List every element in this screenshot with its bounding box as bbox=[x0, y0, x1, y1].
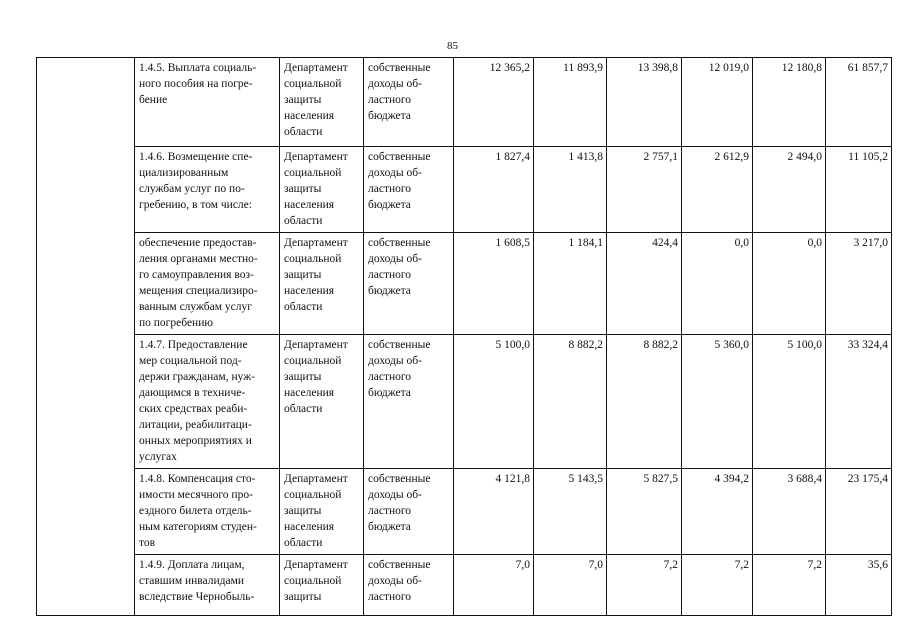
measure-name: обеспечение предостав- ления органами местно- го самоуправления воз- мещения специализиро- ванным службам услуг по погребению bbox=[139, 237, 258, 329]
funding-source-cell bbox=[364, 555, 454, 616]
department: Департамент социальной защиты населения области bbox=[284, 151, 348, 227]
measure-name-cell bbox=[135, 335, 280, 469]
measure-name: 1.4.5. Выплата социаль- ного пособия на погре- бение bbox=[139, 62, 257, 106]
department: Департамент социальной защиты населения области bbox=[284, 62, 348, 138]
funding-source-cell bbox=[364, 469, 454, 555]
funding-source-cell bbox=[364, 58, 454, 147]
table-row bbox=[37, 335, 892, 469]
table-row bbox=[37, 58, 892, 147]
value-cell: 4 121,8 bbox=[454, 469, 534, 555]
value-cell: 5 143,5 bbox=[534, 469, 607, 555]
value-cell: 2 612,9 bbox=[682, 147, 753, 233]
value-cell: 7,2 bbox=[607, 555, 682, 616]
department: Департамент социальной защиты bbox=[284, 559, 348, 603]
value-cell: 5 100,0 bbox=[753, 335, 826, 469]
table-row bbox=[37, 147, 892, 233]
value-cell: 2 494,0 bbox=[753, 147, 826, 233]
department-cell bbox=[280, 58, 364, 147]
funding-source: собственные доходы об- ластного bbox=[368, 559, 431, 603]
measure-name-cell bbox=[135, 58, 280, 147]
value-cell: 7,0 bbox=[454, 555, 534, 616]
funding-source-cell bbox=[364, 335, 454, 469]
budget-table bbox=[36, 57, 892, 616]
value-cell: 3 688,4 bbox=[753, 469, 826, 555]
page-number: 85 bbox=[447, 40, 458, 52]
table-row bbox=[37, 555, 892, 616]
funding-source-cell bbox=[364, 147, 454, 233]
value-cell: 4 394,2 bbox=[682, 469, 753, 555]
total-cell: 23 175,4 bbox=[826, 469, 892, 555]
value-cell: 1 413,8 bbox=[534, 147, 607, 233]
value-cell: 1 827,4 bbox=[454, 147, 534, 233]
department-cell bbox=[280, 335, 364, 469]
total-cell: 11 105,2 bbox=[826, 147, 892, 233]
total-cell: 33 324,4 bbox=[826, 335, 892, 469]
measure-name-cell bbox=[135, 555, 280, 616]
value-cell: 8 882,2 bbox=[607, 335, 682, 469]
funding-source: собственные доходы об- ластного бюджета bbox=[368, 151, 431, 211]
value-cell: 13 398,8 bbox=[607, 58, 682, 147]
value-cell: 1 184,1 bbox=[534, 233, 607, 335]
department-cell bbox=[280, 555, 364, 616]
table-row bbox=[37, 469, 892, 555]
value-cell: 7,2 bbox=[753, 555, 826, 616]
value-cell: 7,0 bbox=[534, 555, 607, 616]
measure-name-cell bbox=[135, 147, 280, 233]
measure-name: 1.4.9. Доплата лицам, ставшим инвалидами вследствие Чернобыль- bbox=[139, 559, 255, 603]
value-cell: 7,2 bbox=[682, 555, 753, 616]
department-cell bbox=[280, 233, 364, 335]
value-cell: 2 757,1 bbox=[607, 147, 682, 233]
department: Департамент социальной защиты населения области bbox=[284, 339, 348, 415]
table-row bbox=[37, 233, 892, 335]
department: Департамент социальной защиты населения области bbox=[284, 237, 348, 313]
value-cell: 8 882,2 bbox=[534, 335, 607, 469]
left-merged-cell bbox=[37, 58, 135, 616]
value-cell: 424,4 bbox=[607, 233, 682, 335]
value-cell: 1 608,5 bbox=[454, 233, 534, 335]
value-cell: 0,0 bbox=[753, 233, 826, 335]
value-cell: 5 827,5 bbox=[607, 469, 682, 555]
value-cell: 5 100,0 bbox=[454, 335, 534, 469]
funding-source: собственные доходы об- ластного бюджета bbox=[368, 237, 431, 297]
value-cell: 12 019,0 bbox=[682, 58, 753, 147]
total-cell: 3 217,0 bbox=[826, 233, 892, 335]
department-cell bbox=[280, 469, 364, 555]
total-cell: 35,6 bbox=[826, 555, 892, 616]
total-cell: 61 857,7 bbox=[826, 58, 892, 147]
measure-name: 1.4.6. Возмещение спе- циализированным службам услуг по по- гребению, в том числе: bbox=[139, 151, 253, 211]
funding-source: собственные доходы об- ластного бюджета bbox=[368, 339, 431, 399]
department-cell bbox=[280, 147, 364, 233]
funding-source: собственные доходы об- ластного бюджета bbox=[368, 62, 431, 122]
funding-source-cell bbox=[364, 233, 454, 335]
value-cell: 12 180,8 bbox=[753, 58, 826, 147]
measure-name: 1.4.7. Предоставление мер социальной под- держи гражданам, нуж- дающимся в техниче- ских средствах реаби- литации, реабилитаци- онных мероприятиях и услугах bbox=[139, 339, 255, 463]
measure-name-cell bbox=[135, 469, 280, 555]
department: Департамент социальной защиты населения области bbox=[284, 473, 348, 549]
value-cell: 11 893,9 bbox=[534, 58, 607, 147]
measure-name: 1.4.8. Компенсация сто- имости месячного про- ездного билета отдель- ным категориям студен- тов bbox=[139, 473, 257, 549]
value-cell: 5 360,0 bbox=[682, 335, 753, 469]
funding-source: собственные доходы об- ластного бюджета bbox=[368, 473, 431, 533]
value-cell: 0,0 bbox=[682, 233, 753, 335]
value-cell: 12 365,2 bbox=[454, 58, 534, 147]
measure-name-cell bbox=[135, 233, 280, 335]
